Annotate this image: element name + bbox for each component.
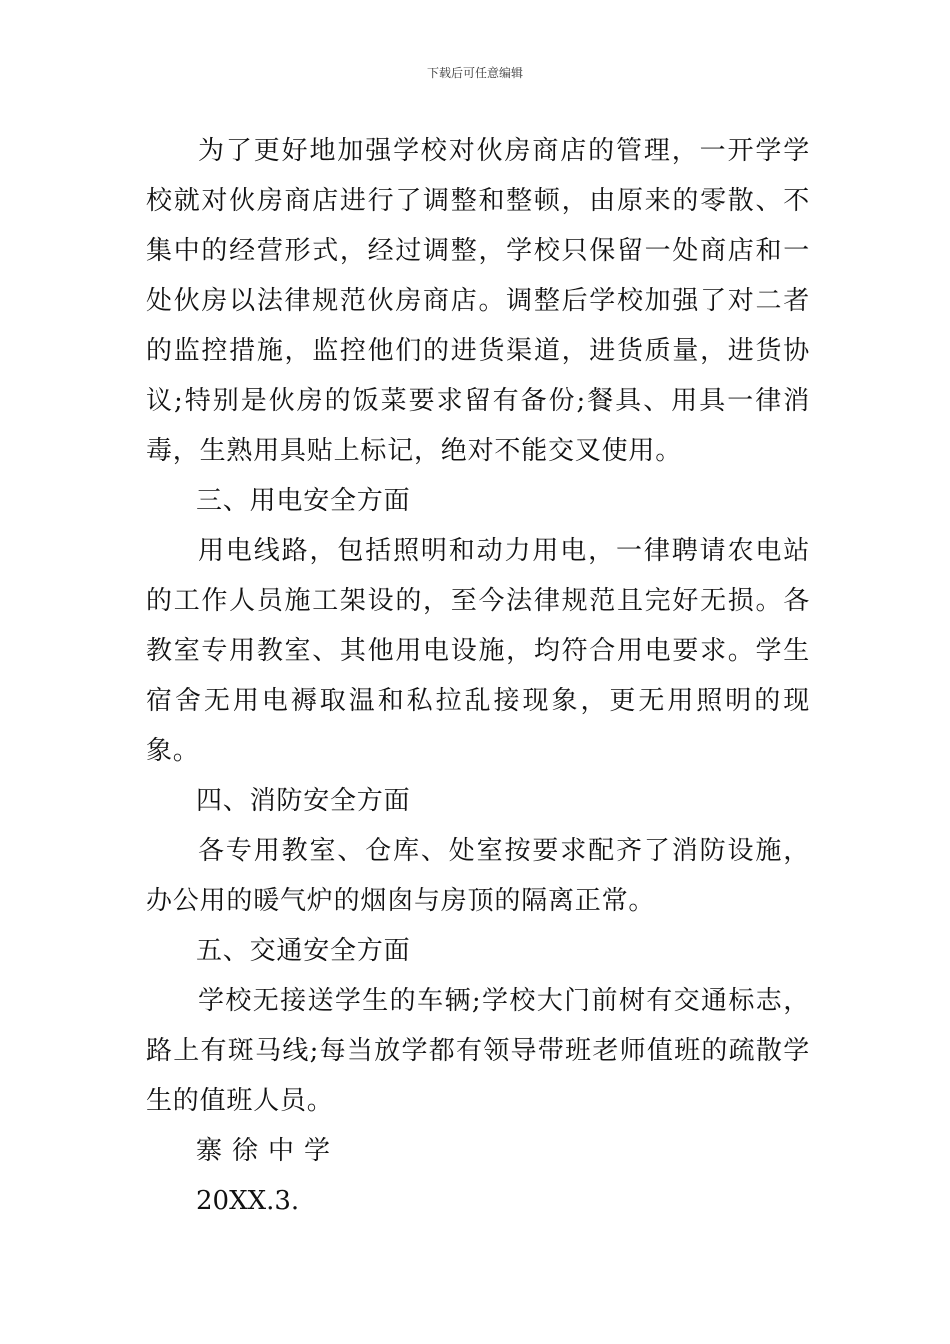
section-heading-electric-safety: 三、用电安全方面 <box>196 486 411 516</box>
paragraph-electric-safety: 用电线路，包括照明和动力用电，一律聘请农电站的工作人员施工架设的，至今法律规范且完好无损。各教室专用教室、其他用电设施，均符合用电要求。学生宿舍无用电褥取温和私拉乱接现象，更无用照明的现象。 <box>146 536 810 766</box>
school-signature: 寨徐中学 <box>196 1136 341 1166</box>
page-header-note: 下载后可任意编辑 <box>426 66 523 80</box>
document-date: 20XX.3. <box>196 1186 300 1216</box>
document-body <box>146 126 810 1226</box>
section-heading-fire-safety: 四、消防安全方面 <box>196 786 411 816</box>
paragraph-canteen-management: 为了更好地加强学校对伙房商店的管理，一开学学校就对伙房商店进行了调整和整顿，由原来的零散、不集中的经营形式，经过调整，学校只保留一处商店和一处伙房以法律规范伙房商店。调整后学校加强了对二者的监控措施，监控他们的进货渠道，进货质量，进货协议;特别是伙房的饭菜要求留有备份;餐具、用具一律消毒，生熟用具贴上标记，绝对不能交叉使用。 <box>146 136 810 466</box>
paragraph-fire-safety: 各专用教室、仓库、处室按要求配齐了消防设施，办公用的暖气炉的烟囱与房顶的隔离正常。 <box>146 836 810 916</box>
paragraph-traffic-safety: 学校无接送学生的车辆;学校大门前树有交通标志，路上有斑马线;每当放学都有领导带班老师值班的疏散学生的值班人员。 <box>146 986 810 1116</box>
section-heading-traffic-safety: 五、交通安全方面 <box>196 936 411 966</box>
